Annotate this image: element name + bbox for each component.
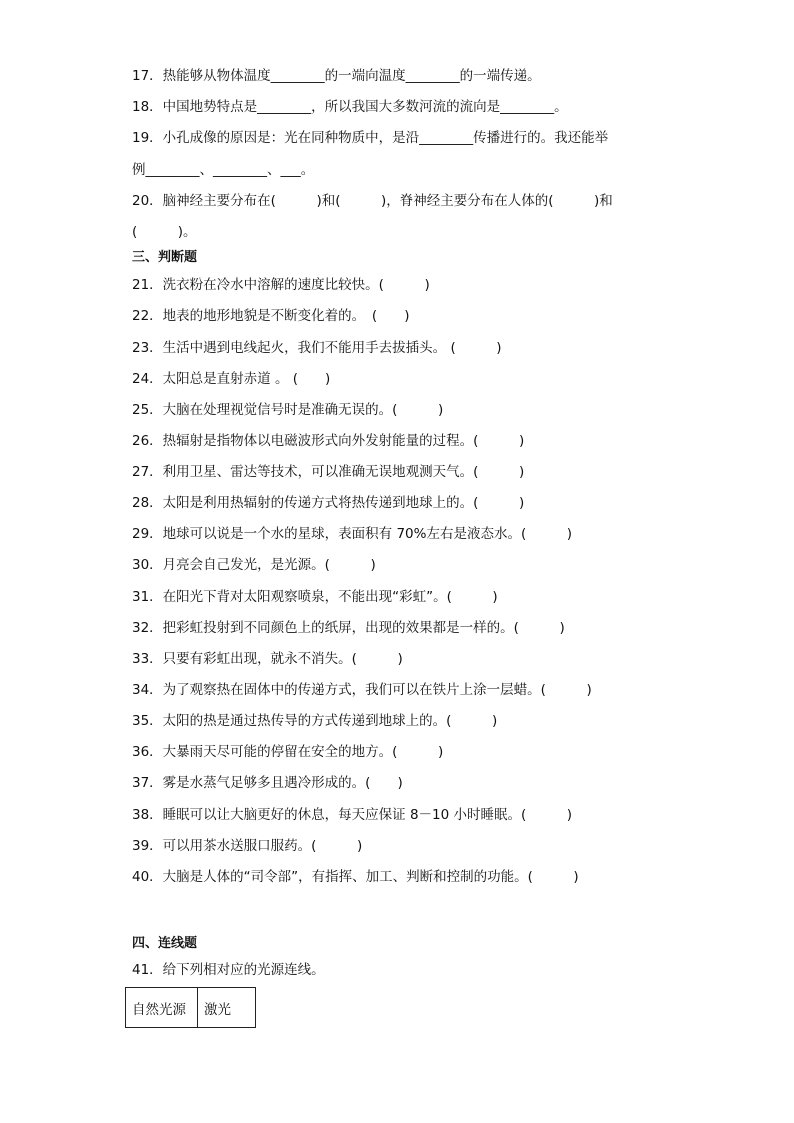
question-20: 20．脑神经主要分布在( )和( )，脊神经主要分布在人体的( )和 <box>132 193 613 209</box>
question-40: 40．大脑是人体的“司令部”，有指挥、加工、判断和控制的功能。( ) <box>132 869 579 885</box>
question-18: 18．中国地势特点是________，所以我国大多数河流的流向是________。 <box>132 99 568 115</box>
question-27: 27．利用卫星、雷达等技术，可以准确无误地观测天气。( ) <box>132 464 525 480</box>
question-32: 32．把彩虹投射到不同颜色上的纸屏，出现的效果都是一样的。( ) <box>132 620 565 636</box>
question-26: 26．热辐射是指物体以电磁波形式向外发射能量的过程。( ) <box>132 433 525 449</box>
section-matching-heading: 四、连线题 <box>132 936 198 951</box>
question-24: 24．太阳总是直射赤道 。 ( ) <box>132 371 331 387</box>
question-28: 28．太阳是利用热辐射的传递方式将热传递到地球上的。( ) <box>132 495 525 511</box>
table-cell-natural-light: 自然光源 <box>126 988 198 1028</box>
question-37: 37．雾是水蒸气足够多且遇冷形成的。( ) <box>132 775 403 791</box>
question-29: 29．地球可以说是一个水的星球，表面积有 70%左右是液态水。( ) <box>132 526 573 542</box>
question-23: 23．生活中遇到电线起火，我们不能用手去拔插头。 ( ) <box>132 340 502 356</box>
question-20-cont: ( )。 <box>132 224 197 240</box>
question-17: 17．热能够从物体温度________的一端向温度________的一端传递。 <box>132 68 541 84</box>
question-39: 39．可以用茶水送服口服药。( ) <box>132 838 363 854</box>
question-33: 33．只要有彩虹出现，就永不消失。( ) <box>132 651 403 667</box>
question-22: 22．地表的地形地貌是不断变化着的。 ( ) <box>132 308 410 324</box>
question-36: 36．大暴雨天尽可能的停留在安全的地方。( ) <box>132 744 444 760</box>
question-34: 34．为了观察热在固体中的传递方式，我们可以在铁片上涂一层蜡。( ) <box>132 682 592 698</box>
question-38: 38．睡眠可以让大脑更好的休息，每天应保证 8－10 小时睡眠。( ) <box>132 807 573 823</box>
question-41: 41．给下列相对应的光源连线。 <box>132 962 325 978</box>
question-19-cont: 例________、________、___。 <box>132 162 315 178</box>
question-21: 21．洗衣粉在冷水中溶解的速度比较快。( ) <box>132 277 430 293</box>
section-judgment-heading: 三、判断题 <box>132 250 198 265</box>
question-19: 19．小孔成像的原因是：光在同种物质中，是沿________传播进行的。我还能举 <box>132 130 609 146</box>
question-31: 31．在阳光下背对太阳观察喷泉，不能出现“彩虹”。( ) <box>132 589 498 605</box>
question-30: 30．月亮会自己发光，是光源。( ) <box>132 557 376 573</box>
question-25: 25．大脑在处理视觉信号时是准确无误的。( ) <box>132 402 444 418</box>
table-row <box>126 988 256 1028</box>
table-cell-laser: 激光 <box>198 988 256 1028</box>
matching-table <box>125 987 256 1028</box>
question-35: 35．太阳的热是通过热传导的方式传递到地球上的。( ) <box>132 713 498 729</box>
